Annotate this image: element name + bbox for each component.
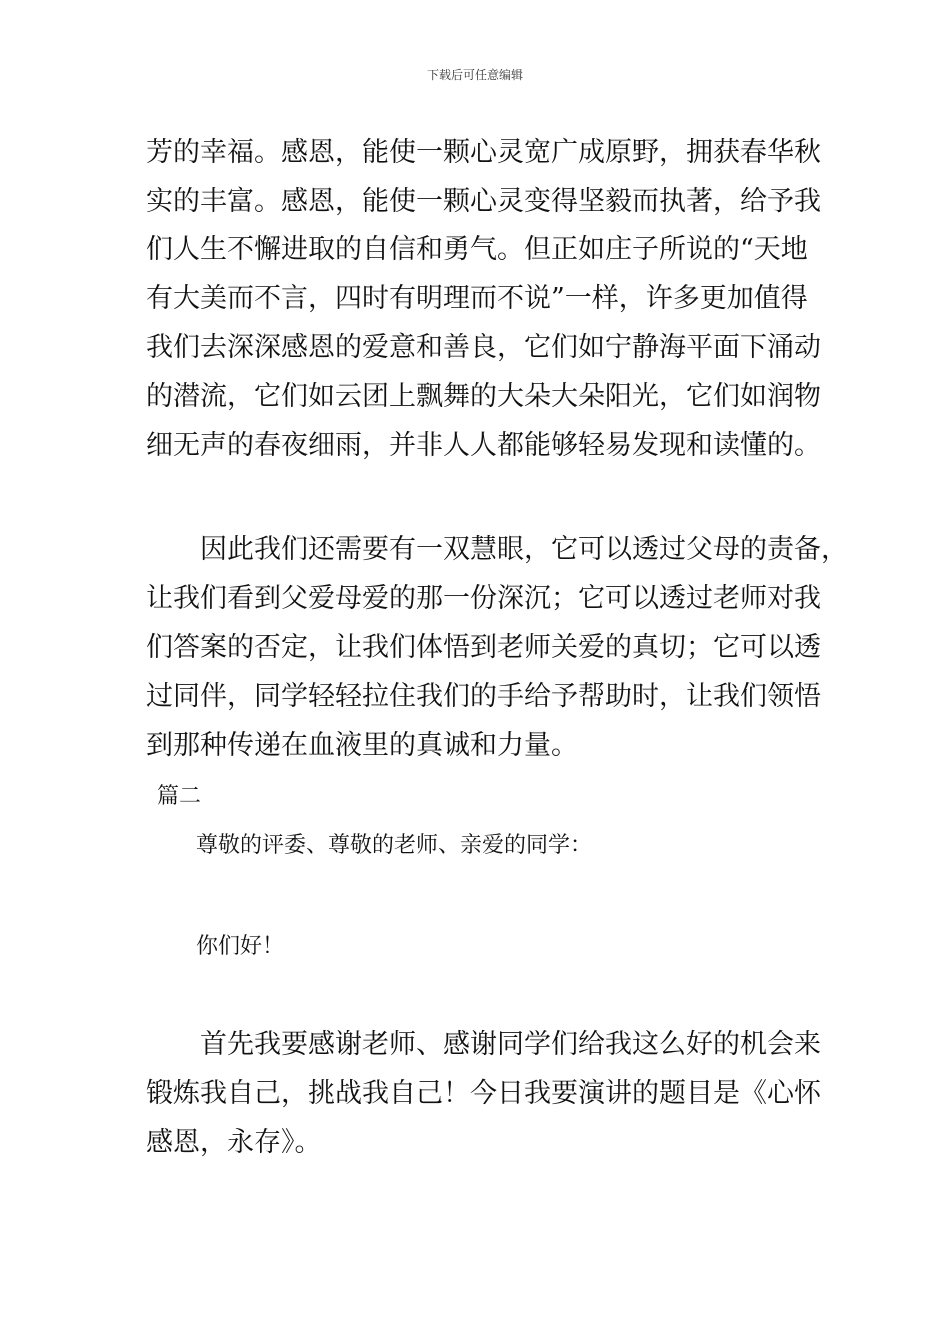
paragraph-line: 芳的幸福。感恩，能使一颗心灵宽广成原野，拥获春华秋 [146, 137, 821, 168]
page-header: 下载后可任意编辑 [426, 68, 523, 82]
paragraph-line: 们人生不懈进取的自信和勇气。但正如庄子所说的“天地 [146, 234, 808, 265]
section-title: 篇二 [157, 784, 202, 809]
paragraph-line: 的潜流，它们如云团上飘舞的大朵大朵阳光，它们如润物 [146, 381, 821, 412]
paragraph-line: 细无声的春夜细雨，并非人人都能够轻易发现和读懂的。 [146, 430, 821, 461]
paragraph-line: 我们去深深感恩的爱意和善良，它们如宁静海平面下涌动 [146, 332, 821, 363]
paragraph-line: 锻炼我自己，挑战我自己！今日我要演讲的题目是《心怀 [146, 1078, 821, 1109]
paragraph-line: 首先我要感谢老师、感谢同学们给我这么好的机会来 [200, 1029, 821, 1060]
paragraph-line: 过同伴，同学轻轻拉住我们的手给予帮助时，让我们领悟 [146, 681, 821, 712]
paragraph-line: 感恩，永存》。 [146, 1127, 322, 1158]
greeting: 你们好！ [196, 934, 285, 959]
paragraph-line: 让我们看到父爱母爱的那一份深沉；它可以透过老师对我 [146, 583, 821, 614]
paragraph-line: 因此我们还需要有一双慧眼，它可以透过父母的责备， [200, 534, 848, 565]
paragraph-line: 到那种传递在血液里的真诚和力量。 [146, 730, 578, 761]
paragraph-line: 们答案的否定，让我们体悟到老师关爱的真切；它可以透 [146, 632, 821, 663]
salutation: 尊敬的评委、尊敬的老师、亲爱的同学： [196, 833, 593, 858]
paragraph-line: 实的丰富。感恩，能使一颗心灵变得坚毅而执著，给予我 [146, 186, 821, 217]
paragraph-line: 有大美而不言，四时有明理而不说”一样，许多更加值得 [146, 283, 808, 314]
